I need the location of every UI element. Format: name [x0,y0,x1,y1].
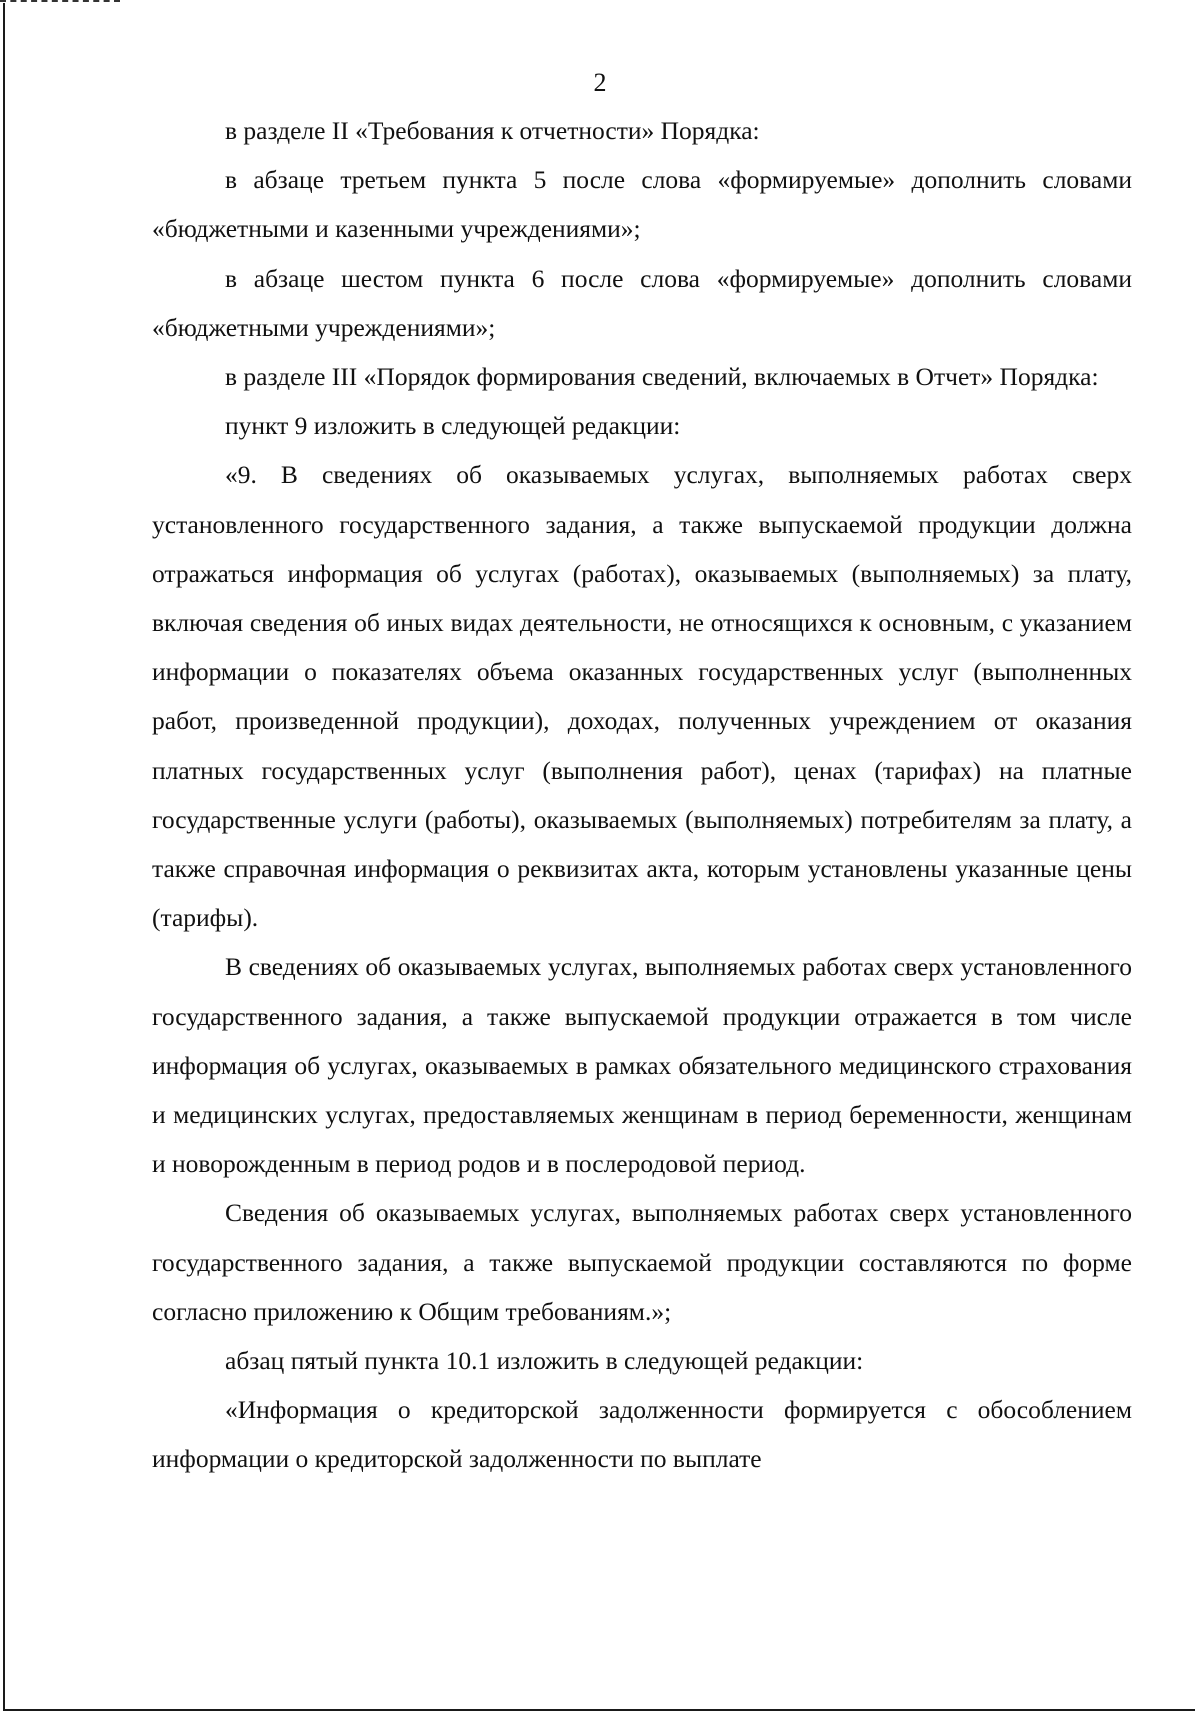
scan-edge-mark [0,0,120,2]
paragraph-item-5-amendment: в абзаце третьем пункта 5 после слова «формируемые» дополнить словами «бюджетными и казенными учреждениями»; [152,165,1132,244]
paragraph-item-10-1-intro: абзац пятый пункта 10.1 изложить в следующей редакции: [225,1346,864,1376]
page-number: 2 [593,68,607,97]
paragraph-item-10-1-text: «Информация о кредиторской задолженности формируется с обособлением информации о кредиторской задолженности по выплате [152,1395,1132,1474]
paragraph-item-6-amendment: в абзаце шестом пункта 6 после слова «формируемые» дополнить словами «бюджетными учреждениями»; [152,263,1132,342]
document-body [152,106,1132,1484]
paragraph-item-9-text: «9. В сведениях об оказываемых услугах, выполняемых работах сверх установленного государственного задания, а также выпускаемой продукции должна отражаться информация об услугах (работах), оказываемых (выполняемых) за плату, включая сведения об иных видах деятельности, не относящихся к основным, с указанием информации о показателях объема оказанных государственных услуг (выполненных работ, произведенной продукции), доходах, полученных учреждением от оказания платных государственных услуг (выполнения работ), ценах (тарифах) на платные государственные услуги (работы), оказываемых (выполняемых) потребителям за плату, а также справочная информация о реквизитах акта, которым установлены указанные цены (тарифы). [152,460,1132,933]
paragraph-item-9-form: Сведения об оказываемых услугах, выполняемых работах сверх установленного государственного задания, а также выпускаемой продукции составляются по форме согласно приложению к Общим требованиям.»; [152,1198,1132,1326]
paragraph-item-9-intro: пункт 9 изложить в следующей редакции: [225,411,681,441]
paragraph-section-3-heading: в разделе III «Порядок формирования сведений, включаемых в Отчет» Порядка: [225,362,1099,392]
paragraph-section-2-heading: в разделе II «Требования к отчетности» Порядка: [225,116,760,145]
paragraph-item-9-medical: В сведениях об оказываемых услугах, выполняемых работах сверх установленного государственного задания, а также выпускаемой продукции отражается в том числе информация об услугах, оказываемых в рамках обязательного медицинского страхования и медицинских услугах, предоставляемых женщинам в период беременности, женщинам и новорожденным в период родов и в послеродовой период. [152,952,1132,1179]
